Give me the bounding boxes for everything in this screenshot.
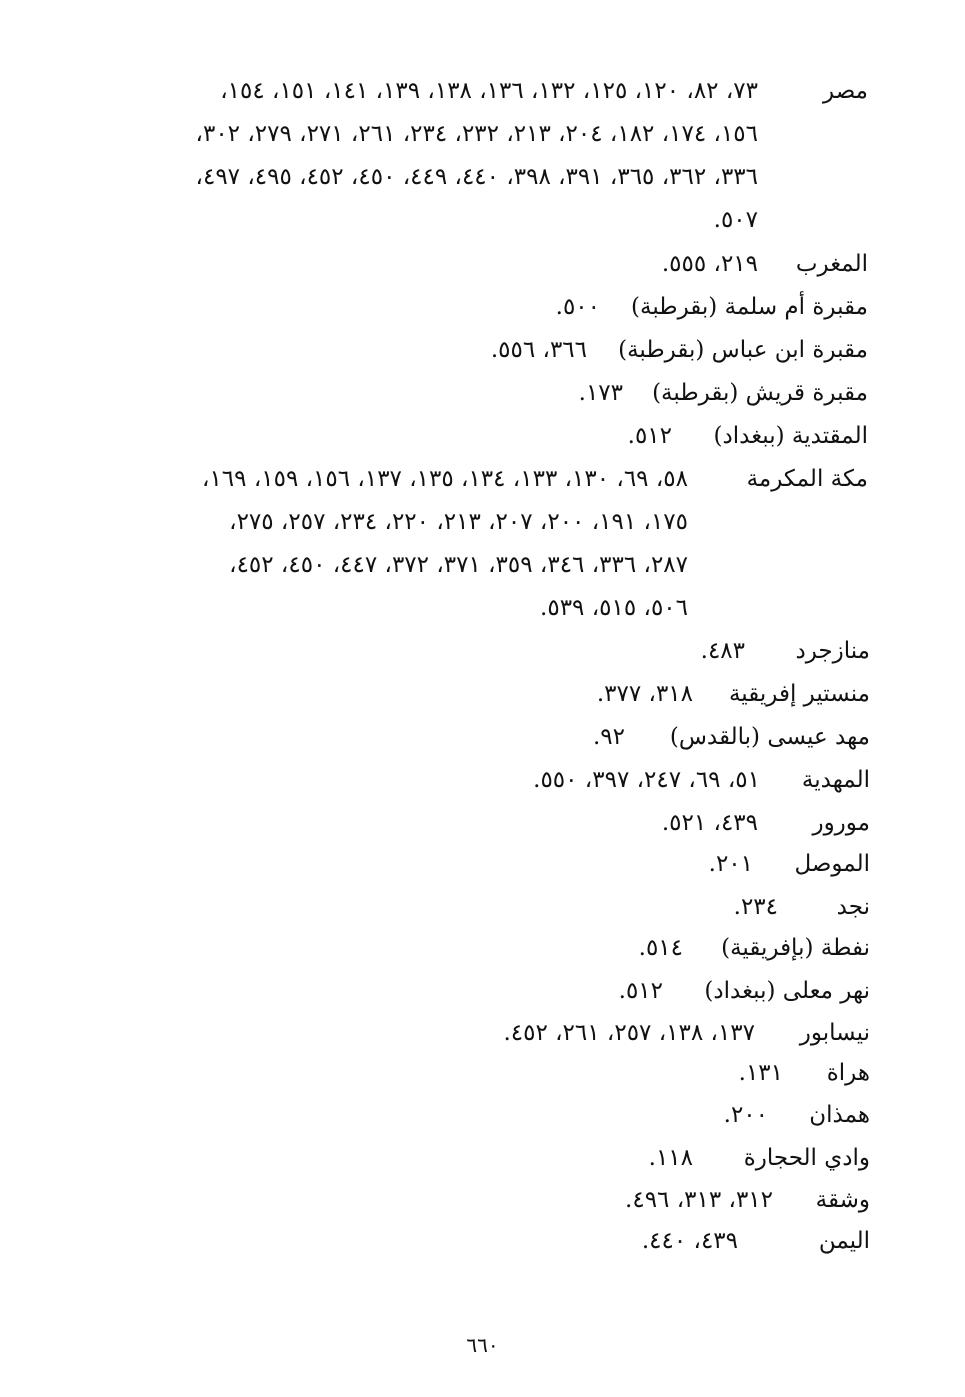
index-pages: ٥١٢. <box>627 423 672 449</box>
index-pages: ٥٠٠. <box>555 294 600 320</box>
index-pages: ١٣٧، ١٣٨، ٢٥٧، ٢٦١، ٤٥٢. <box>503 1020 755 1046</box>
index-term: المقتدية (ببغداد) <box>713 423 868 449</box>
index-pages: ٥١٢. <box>618 978 663 1004</box>
index-term: منستير إفريقية <box>728 681 870 707</box>
index-term: اليمن <box>818 1228 870 1254</box>
index-pages: ٤٨٣. <box>700 638 745 664</box>
index-term: مقبرة قريش (بقرطبة) <box>652 380 868 406</box>
index-pages: ١١٨. <box>648 1145 693 1171</box>
index-pages: ٥١، ٦٩، ٢٤٧، ٣٩٧، ٥٥٠. <box>533 767 760 793</box>
index-term: وادي الحجارة <box>743 1145 870 1171</box>
index-pages: ٣٣٦، ٣٦٢، ٣٦٥، ٣٩١، ٣٩٨، ٤٤٠، ٤٤٩، ٤٥٠، ٤٥٢، ٤٩٥، ٤٩٧، <box>195 164 758 190</box>
index-pages: ٣١٢، ٣١٣، ٤٩٦. <box>625 1187 773 1213</box>
index-pages: ١٧٥، ١٩١، ٢٠٠، ٢٠٧، ٢١٣، ٢٢٠، ٢٣٤، ٢٥٧، ٢٧٥، <box>229 509 688 535</box>
index-pages: ٣١٨، ٣٧٧. <box>596 681 693 707</box>
index-pages: ١٧٣. <box>578 380 623 406</box>
page-number: ٦٦٠ <box>466 1333 499 1357</box>
index-term: المغرب <box>795 251 868 277</box>
index-pages: ٧٣، ٨٢، ١٢٠، ١٢٥، ١٣٢، ١٣٦، ١٣٨، ١٣٩، ١٤١، ١٥١، ١٥٤، <box>220 78 758 104</box>
index-term: مورور <box>812 810 870 836</box>
index-term: هراة <box>826 1060 870 1086</box>
index-term: نهر معلى (ببغداد) <box>704 978 870 1004</box>
index-term: نيسابور <box>799 1020 870 1046</box>
index-term: مصر <box>823 78 868 104</box>
index-term: مقبرة أم سلمة (بقرطبة) <box>631 294 868 320</box>
index-pages: ٣٦٦، ٥٥٦. <box>490 337 587 363</box>
index-pages: ١٥٦، ١٧٤، ١٨٢، ٢٠٤، ٢١٣، ٢٣٢، ٢٣٤، ٢٦١، ٢٧١، ٢٧٩، ٣٠٢، <box>195 121 758 147</box>
index-pages: ١٣١. <box>738 1060 783 1086</box>
index-pages: ٢١٩، ٥٥٥. <box>661 251 758 277</box>
index-pages: ٥٠٦، ٥١٥، ٥٣٩. <box>540 595 688 621</box>
index-term: وشقة <box>815 1187 870 1213</box>
index-term: مكة المكرمة <box>746 466 868 492</box>
index-pages: ٢٨٧، ٣٣٦، ٣٤٦، ٣٥٩، ٣٧١، ٣٧٢، ٤٤٧، ٤٥٠، ٤٥٢، <box>229 552 688 578</box>
index-term: همذان <box>809 1102 870 1128</box>
index-term: مقبرة ابن عباس (بقرطبة) <box>618 337 868 363</box>
index-term: منازجرد <box>795 638 870 664</box>
index-pages: ٤٣٩، ٤٤٠. <box>641 1228 738 1254</box>
index-pages: ٥٨، ٦٩، ١٣٠، ١٣٣، ١٣٤، ١٣٥، ١٣٧، ١٥٦، ١٥٩، ١٦٩، <box>202 466 688 492</box>
index-term: الموصل <box>794 851 870 877</box>
index-pages: ٥٠٧. <box>713 207 758 233</box>
index-pages: ٢٠١. <box>708 851 753 877</box>
index-pages: ٩٢. <box>592 724 625 750</box>
index-pages: ٥١٤. <box>638 935 683 961</box>
index-term: نجد <box>836 894 870 920</box>
index-term: مهد عيسى (بالقدس) <box>669 724 870 750</box>
index-pages: ٢٣٤. <box>733 894 778 920</box>
index-pages: ٤٣٩، ٥٢١. <box>661 810 758 836</box>
index-pages: ٢٠٠. <box>723 1102 768 1128</box>
index-term: نفطة (بإفريقية) <box>721 935 870 961</box>
index-term: المهدية <box>801 767 870 793</box>
